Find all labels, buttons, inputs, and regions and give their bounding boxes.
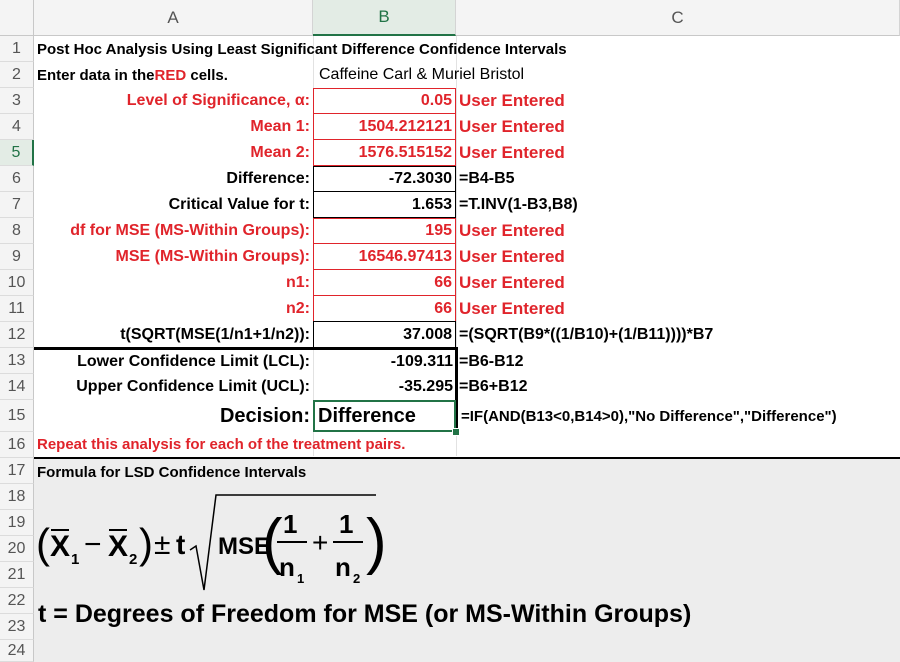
note-mse[interactable]: User Entered [459,247,565,266]
formula-inner-open-paren: ( [262,507,283,576]
row-header-16[interactable]: 16 [0,432,34,458]
instruction-suffix: cells. [186,66,228,84]
lsd-formula [36,490,396,600]
formula-plus: + [312,527,329,558]
formula-t-sqrt[interactable]: =(SQRT(B9*((1/B10)+(1/B11))))*B7 [459,326,714,343]
formula-plus-minus: ± [154,528,171,561]
note-n2[interactable]: User Entered [459,299,565,318]
note-mean2[interactable]: User Entered [459,143,565,162]
row-header-22[interactable]: 22 [0,588,34,614]
select-all-corner[interactable] [0,0,34,36]
label-mean1[interactable]: Mean 1: [250,118,310,135]
label-n1[interactable]: n1: [286,274,310,291]
row-header-1[interactable]: 1 [0,36,34,62]
formula-decision[interactable]: =IF(AND(B13<0,B14>0),"No Difference","Difference") [461,407,837,425]
formula-x2: X [108,530,129,563]
formula-den-b-sub: 2 [353,571,361,586]
row-header-23[interactable]: 23 [0,614,34,640]
row-header-13[interactable]: 13 [0,348,34,374]
author-credit[interactable]: Caffeine Carl & Muriel Bristol [319,66,525,83]
row-header-6[interactable]: 6 [0,166,34,192]
formula-lcl[interactable]: =B6-B12 [459,353,524,370]
row-header-19[interactable]: 19 [0,510,34,536]
formula-den-a: n [279,552,295,582]
label-critical-value[interactable]: Critical Value for t: [168,196,310,213]
formula-critical[interactable]: =T.INV(1-B3,B8) [459,196,578,213]
row-header-15[interactable]: 15 [0,400,34,432]
input-mean2[interactable]: 1576.515152 [313,139,456,166]
formula-sub1: 1 [71,551,80,568]
formula-x1: X [50,530,71,563]
label-t-sqrt[interactable]: t(SQRT(MSE(1/n1+1/n2)): [120,326,310,343]
column-header-a[interactable]: A [34,0,313,36]
value-t-sqrt[interactable]: 37.008 [313,321,456,348]
value-critical[interactable]: 1.653 [313,191,456,218]
row-header-3[interactable]: 3 [0,88,34,114]
note-n1[interactable]: User Entered [459,273,565,292]
formula-mse: MSE [218,533,271,560]
formula-inner-close-paren: ) [366,507,387,576]
note-mean1[interactable]: User Entered [459,117,565,136]
input-mse[interactable]: 16546.97413 [313,243,456,270]
row-header-24[interactable]: 24 [0,640,34,662]
row-header-10[interactable]: 10 [0,270,34,296]
sheet-title[interactable]: Post Hoc Analysis Using Least Significant Difference Confidence Intervals [37,40,567,58]
formula-title[interactable]: Formula for LSD Confidence Intervals [37,463,307,481]
label-n2[interactable]: n2: [286,300,310,317]
row-header-11[interactable]: 11 [0,296,34,322]
formula-t: t [176,529,186,560]
formula-sub2: 2 [129,551,138,568]
instruction-red-word: RED [154,66,187,84]
formula-open-paren: ( [36,520,50,567]
row-header-8[interactable]: 8 [0,218,34,244]
row-header-20[interactable]: 20 [0,536,34,562]
label-lcl[interactable]: Lower Confidence Limit (LCL): [77,353,310,370]
formula-den-a-sub: 1 [297,571,305,586]
row-header-2[interactable]: 2 [0,62,34,88]
repeat-note[interactable]: Repeat this analysis for each of the treatment pairs. [37,436,406,453]
formula-minus: − [84,528,102,561]
input-df[interactable]: 195 [313,218,456,244]
label-difference[interactable]: Difference: [226,170,310,187]
value-lcl[interactable]: -109.311 [390,353,453,370]
input-n1[interactable]: 66 [313,269,456,296]
label-ucl[interactable]: Upper Confidence Limit (UCL): [76,378,310,395]
formula-num-b: 1 [339,509,354,539]
input-n2[interactable]: 66 [313,295,456,322]
label-df[interactable]: df for MSE (MS-Within Groups): [70,222,310,239]
formula-ucl[interactable]: =B6+B12 [459,378,528,395]
formula-difference[interactable]: =B4-B5 [459,170,515,187]
row-header-7[interactable]: 7 [0,192,34,218]
input-mean1[interactable]: 1504.212121 [313,113,456,140]
label-decision[interactable]: Decision: [219,404,310,427]
value-ucl[interactable]: -35.295 [398,378,453,395]
column-header-b[interactable]: B [313,0,456,36]
row-header-17[interactable]: 17 [0,458,34,484]
note-alpha[interactable]: User Entered [459,91,565,110]
row-header-4[interactable]: 4 [0,114,34,140]
row-header-9[interactable]: 9 [0,244,34,270]
instruction-text[interactable] [34,62,228,88]
label-alpha[interactable]: Level of Significance, α: [126,92,310,109]
row-header-18[interactable]: 18 [0,484,34,510]
value-decision-selected-cell[interactable]: Difference [313,400,456,432]
row-header-14[interactable]: 14 [0,374,34,400]
formula-den-b: n [335,552,351,582]
row-header-21[interactable]: 21 [0,562,34,588]
instruction-prefix: Enter data in the [37,66,155,84]
column-header-c[interactable]: C [456,0,900,36]
input-alpha[interactable]: 0.05 [313,88,456,114]
row-header-12[interactable]: 12 [0,322,34,348]
t-definition[interactable]: t = Degrees of Freedom for MSE (or MS-Within Groups) [38,600,692,628]
label-mse[interactable]: MSE (MS-Within Groups): [115,248,310,265]
value-difference[interactable]: -72.3030 [313,166,456,192]
row-header-5[interactable]: 5 [0,140,34,166]
label-mean2[interactable]: Mean 2: [250,144,310,161]
formula-close-paren: ) [139,520,153,567]
note-df[interactable]: User Entered [459,221,565,240]
formula-num-a: 1 [283,509,298,539]
